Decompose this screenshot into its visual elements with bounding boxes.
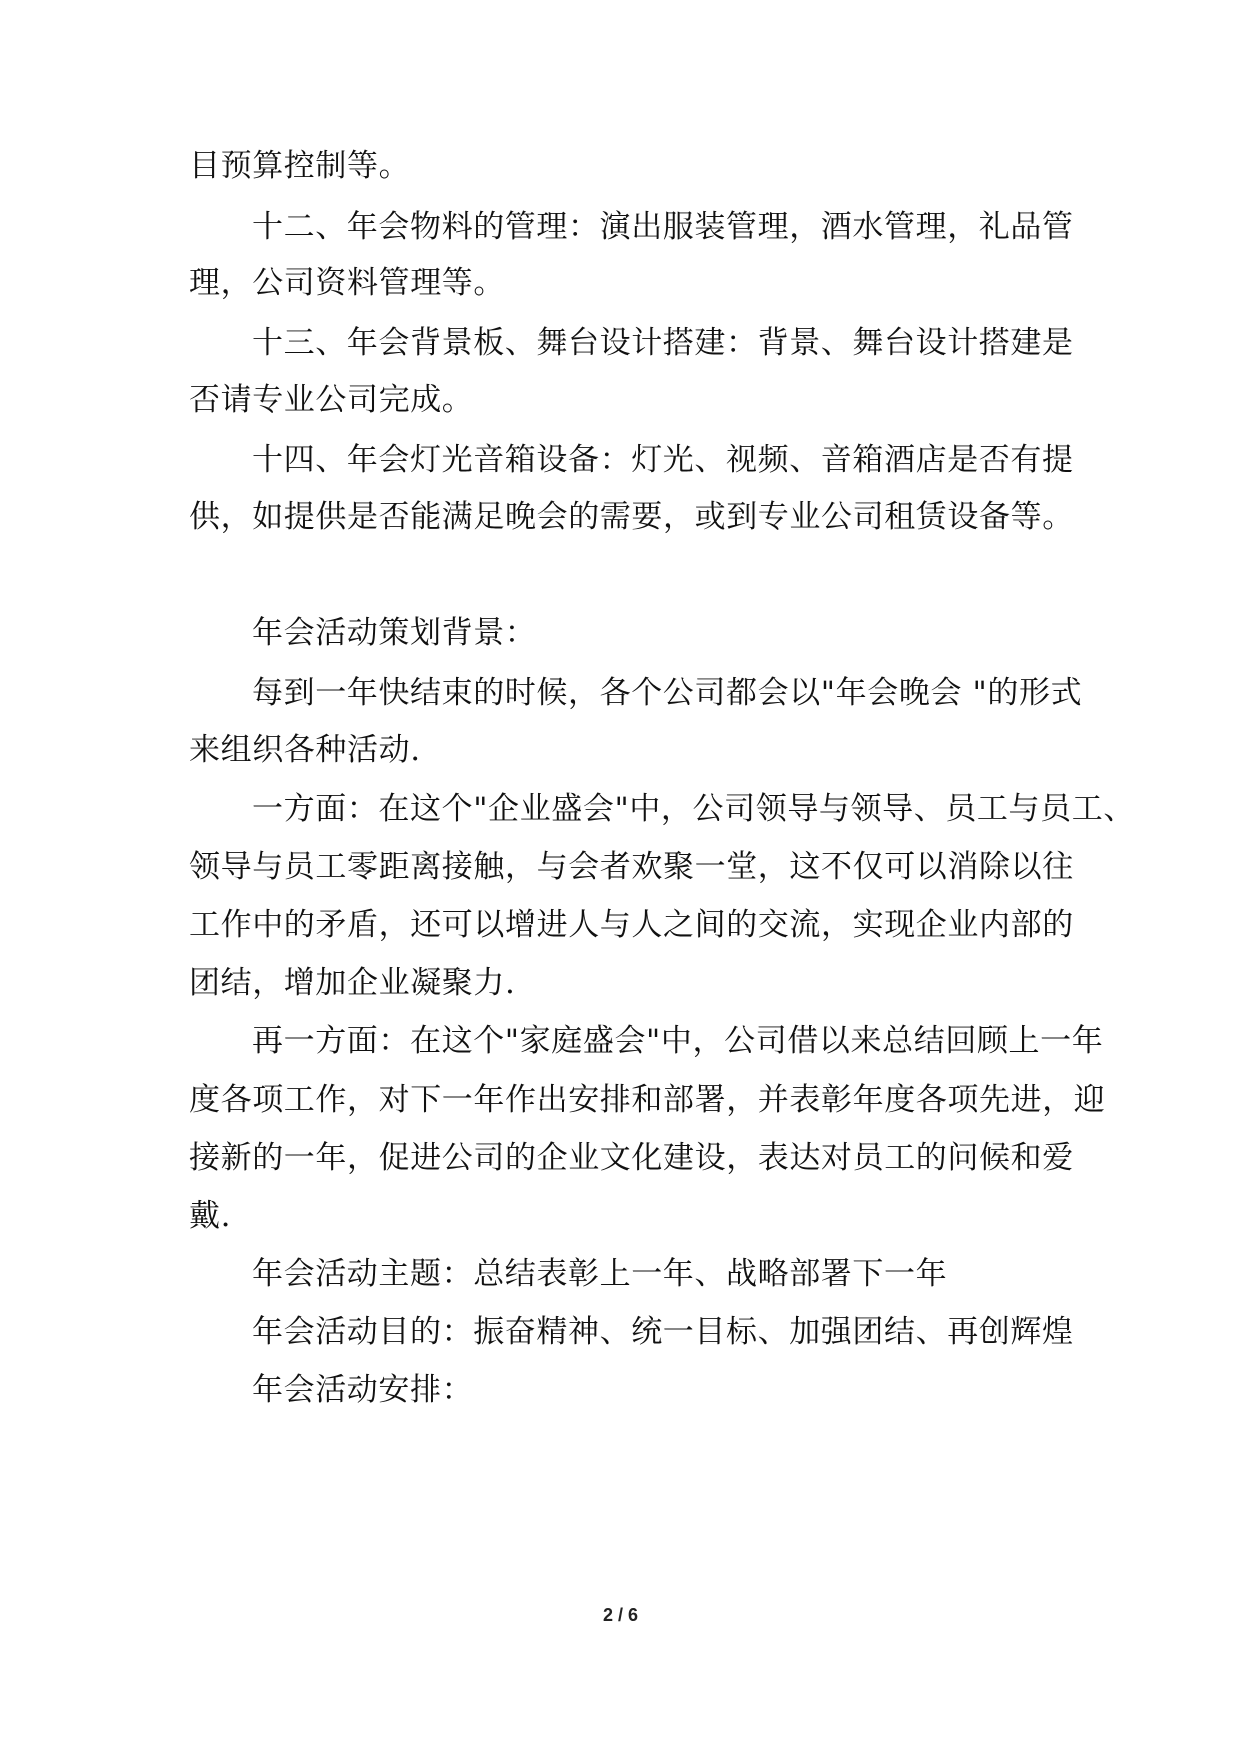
text-line: 十四、年会灯光音箱设备：灯光、视频、音箱酒店是否有提 [252,442,1074,478]
text-line: 十二、年会物料的管理：演出服装管理，酒水管理，礼品管 [252,209,1074,245]
text-line: 戴. [189,1198,232,1234]
text-line: 来组织各种活动. [189,732,421,768]
text-line: 年会活动主题：总结表彰上一年、战略部署下一年 [252,1256,948,1292]
text-line: 理，公司资料管理等。 [189,265,505,301]
text-line: 年会活动安排： [252,1372,474,1408]
text-line: 目预算控制等。 [189,148,411,184]
section-heading: 年会活动策划背景： [252,615,537,651]
text-line: 度各项工作，对下一年作出安排和部署，并表彰年度各项先进，迎 [189,1082,1106,1118]
text-line: 工作中的矛盾，还可以增进人与人之间的交流，实现企业内部的 [189,907,1074,943]
page-number: 2 / 6 [602,1605,639,1625]
text-line: 领导与员工零距离接触，与会者欢聚一堂，这不仅可以消除以往 [189,849,1074,885]
text-line: 再一方面：在这个"家庭盛会"中，公司借以来总结回顾上一年 [252,1023,1104,1059]
text-line: 否请专业公司完成。 [189,382,474,418]
text-line: 一方面：在这个"企业盛会"中，公司领导与领导、员工与员工、 [252,791,1135,827]
text-line: 接新的一年，促进公司的企业文化建设，表达对员工的问候和爱 [189,1140,1074,1176]
text-line: 十三、年会背景板、舞台设计搭建：背景、舞台设计搭建是 [252,325,1074,361]
text-line: 团结，增加企业凝聚力. [189,965,516,1001]
text-line: 年会活动目的：振奋精神、统一目标、加强团结、再创辉煌 [252,1314,1074,1350]
text-line: 每到一年快结束的时候，各个公司都会以"年会晚会 "的形式 [252,675,1083,711]
text-line: 供，如提供是否能满足晚会的需要，或到专业公司租赁设备等。 [189,499,1074,535]
